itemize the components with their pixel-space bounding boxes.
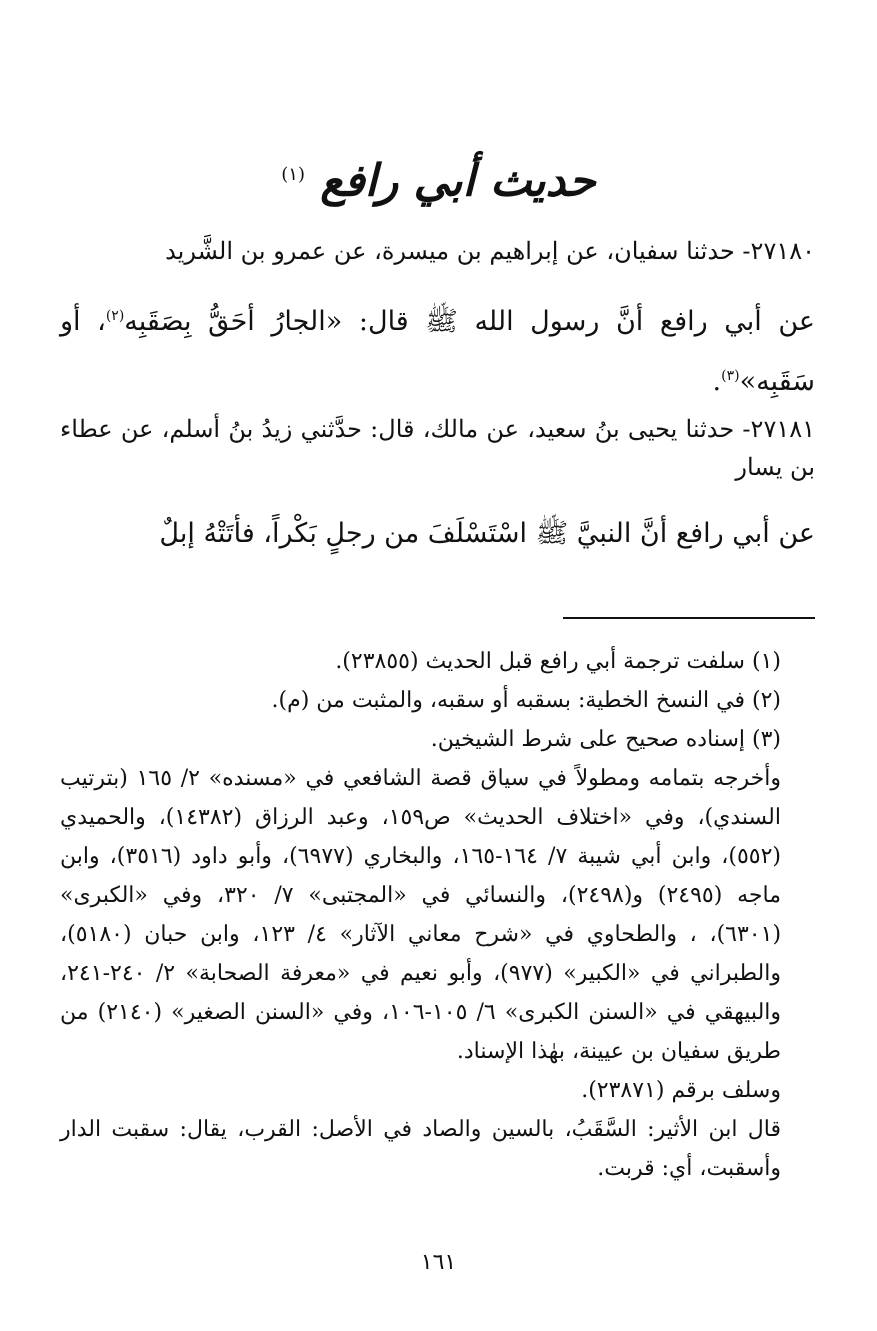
chapter-title-footnote-ref: (١) xyxy=(281,164,305,185)
footnote-3: (٣) إسناده صحيح على شرط الشيخين. xyxy=(430,727,781,752)
hadith-27180-matn-mid: ، أو سَقَبِه» xyxy=(60,306,815,397)
footnote-ref-3: (٣) xyxy=(721,368,740,384)
hadith-27180-matn xyxy=(60,289,815,409)
hadith-27180-matn-text: عن أبي رافع أنَّ رسول الله ﷺ قال: «الجارُ أحَقُّ بِصَقَبِه xyxy=(124,306,815,337)
footnote-ref-2: (٢) xyxy=(105,308,125,324)
hadith-27180-matn-end: . xyxy=(712,366,722,397)
footnote-3-gloss: قال ابن الأثير: السَّقَبُ، بالسين والصاد في الأصل: القرب، يقال: سقبت الدار وأسقبت، أي: قربت. xyxy=(60,1117,781,1181)
footnote-1: (١) سلفت ترجمة أبي رافع قبل الحديث (٢٣٨٥٥). xyxy=(335,649,781,674)
chapter-title-text: حديث أبي رافع xyxy=(320,155,596,207)
hadith-27180-isnad: ٢٧١٨٠- حدثنا سفيان، عن إبراهيم بن ميسرة، عن عمرو بن الشَّريد xyxy=(165,237,815,265)
footnote-3-takhrij: وأخرجه بتمامه ومطولاً في سياق قصة الشافعي في «مسنده» ٢/ ١٦٥ (بترتيب السندي)، وفي «اختلاف الحديث» ص١٥٩، وعبد الرزاق (١٤٣٨٢)، والحميدي (٥٥٢)، وابن أبي شيبة ٧/ ١٦٤-١٦٥، والبخاري (٦٩٧٧)، وأبو داود (٣٥١٦)، وابن ماجه (٢٤٩٥) و(٢٤٩٨)، والنسائي في «المجتبى» ٧/ ٣٢٠، وفي «الكبرى» (٦٣٠١)، ، والطحاوي في «شرح معاني الآثار» ٤/ ١٢٣، وابن حبان (٥١٨٠)، والطبراني في «الكبير» (٩٧٧)، وأبو نعيم في «معرفة الصحابة» ٢/ ٢٤٠-٢٤١، والبيهقي في «السنن الكبرى» ٦/ ١٠٥-١٠٦، وفي «السنن الصغير» (٢١٤٠) من طريق سفيان بن عيينة، بهٰذا الإسناد. xyxy=(60,766,782,1064)
footnotes xyxy=(60,642,815,1188)
hadith-27181-matn: عن أبي رافع أنَّ النبيَّ ﷺ اسْتَسْلَفَ من رجلٍ بَكْراً، فأتَتْهُ إبلٌ xyxy=(159,518,815,549)
footnote-2: (٢) في النسخ الخطية: بسقبه أو سقبه، والمثبت من (م). xyxy=(271,688,781,713)
footnote-3-cross-ref: وسلف برقم (٢٣٨٧١). xyxy=(581,1078,781,1103)
page-number: ١٦١ xyxy=(420,1250,457,1275)
footnote-separator xyxy=(563,617,815,619)
chapter-title xyxy=(0,140,877,217)
hadith-27181-isnad: ٢٧١٨١- حدثنا يحيى بنُ سعيد، عن مالك، قال: حدَّثني زيدُ بنُ أسلم، عن عطاء بن يسار xyxy=(60,415,815,481)
